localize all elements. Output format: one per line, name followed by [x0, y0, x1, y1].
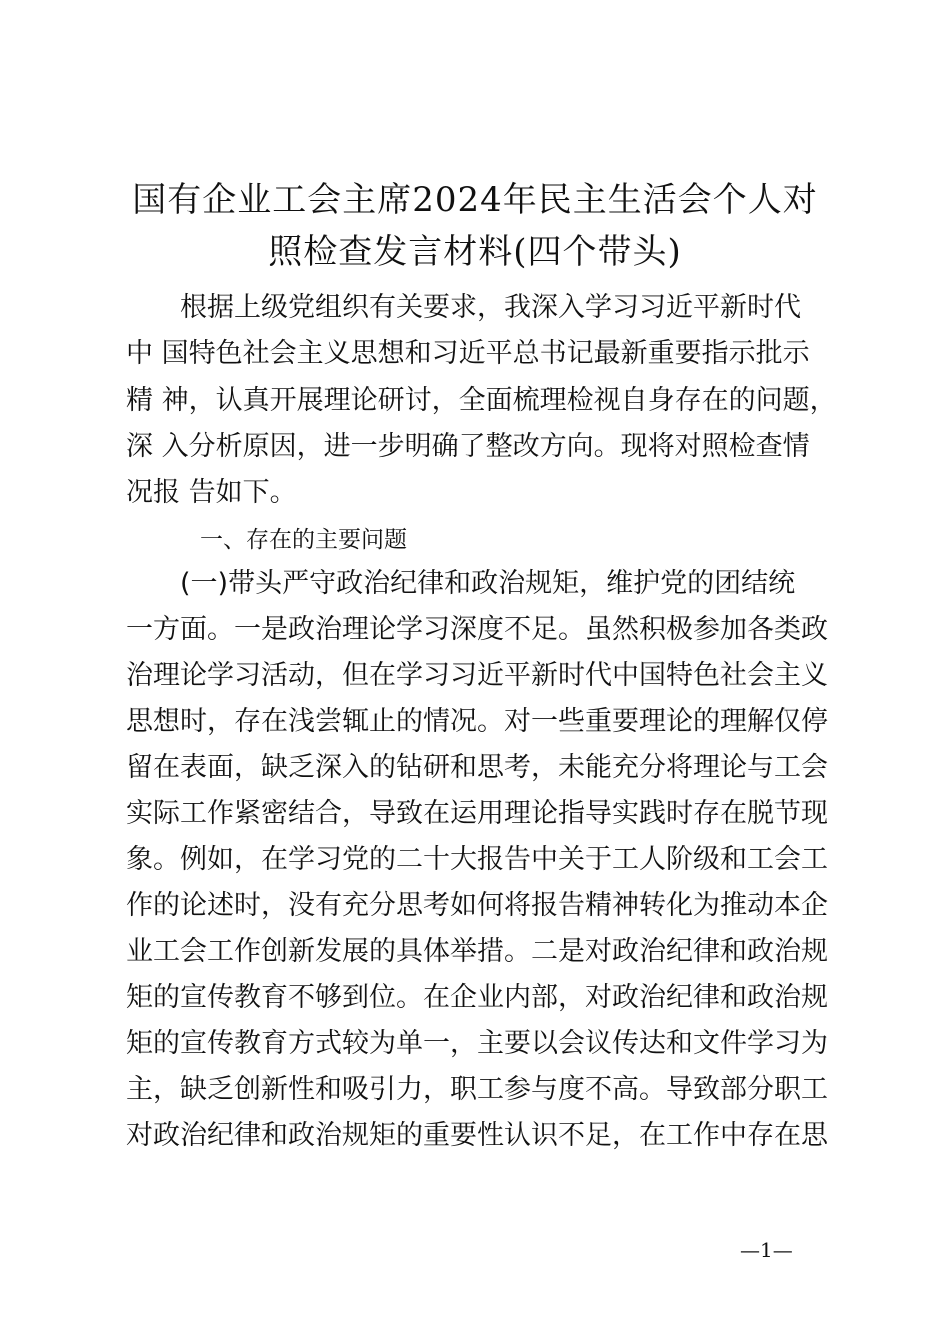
document-title-line-2: 照检查发言材料(四个带头) [268, 232, 682, 272]
intro-line-5: 况报 告如下。 [126, 477, 297, 508]
body-line-2: 一方面。一是政治理论学习深度不足。虽然积极参加各类政 [126, 614, 828, 645]
body-line-10: 矩的宣传教育不够到位。在企业内部，对政治纪律和政治规 [126, 982, 828, 1013]
body-line-11: 矩的宣传教育方式较为单一，主要以会议传达和文件学习为 [126, 1028, 828, 1059]
body-line-1: (一)带头严守政治纪律和政治规矩，维护党的团结统 [180, 568, 796, 599]
body-line-3: 治理论学习活动，但在学习习近平新时代中国特色社会主义 [126, 660, 828, 691]
body-line-13: 对政治纪律和政治规矩的重要性认识不足，在工作中存在思 [126, 1120, 828, 1151]
body-line-12: 主，缺乏创新性和吸引力，职工参与度不高。导致部分职工 [126, 1074, 828, 1105]
intro-line-4: 深 入分析原因，进一步明确了整改方向。现将对照检查情 [126, 431, 810, 462]
intro-line-2: 中 国特色社会主义思想和习近平总书记最新重要指示批示 [126, 338, 810, 369]
body-line-6: 实际工作紧密结合，导致在运用理论指导实践时存在脱节现 [126, 798, 828, 829]
section-heading: 一、存在的主要问题 [200, 527, 407, 553]
document-title-line-1: 国有企业工会主席2024年民主生活会个人对 [132, 180, 818, 220]
body-line-4: 思想时，存在浅尝辄止的情况。对一些重要理论的理解仅停 [126, 706, 828, 737]
body-line-9: 业工会工作创新发展的具体举措。二是对政治纪律和政治规 [126, 936, 828, 967]
body-line-8: 作的论述时，没有充分思考如何将报告精神转化为推动本企 [126, 890, 828, 921]
intro-line-3: 精 神，认真开展理论研讨，全面梳理检视自身存在的问题， [126, 385, 837, 416]
page-number: —1— [740, 1238, 793, 1262]
body-line-5: 留在表面，缺乏深入的钻研和思考，未能充分将理论与工会 [126, 752, 828, 783]
body-line-7: 象。例如，在学习党的二十大报告中关于工人阶级和工会工 [126, 844, 828, 875]
intro-line-1: 根据上级党组织有关要求，我深入学习习近平新时代 [180, 292, 801, 323]
